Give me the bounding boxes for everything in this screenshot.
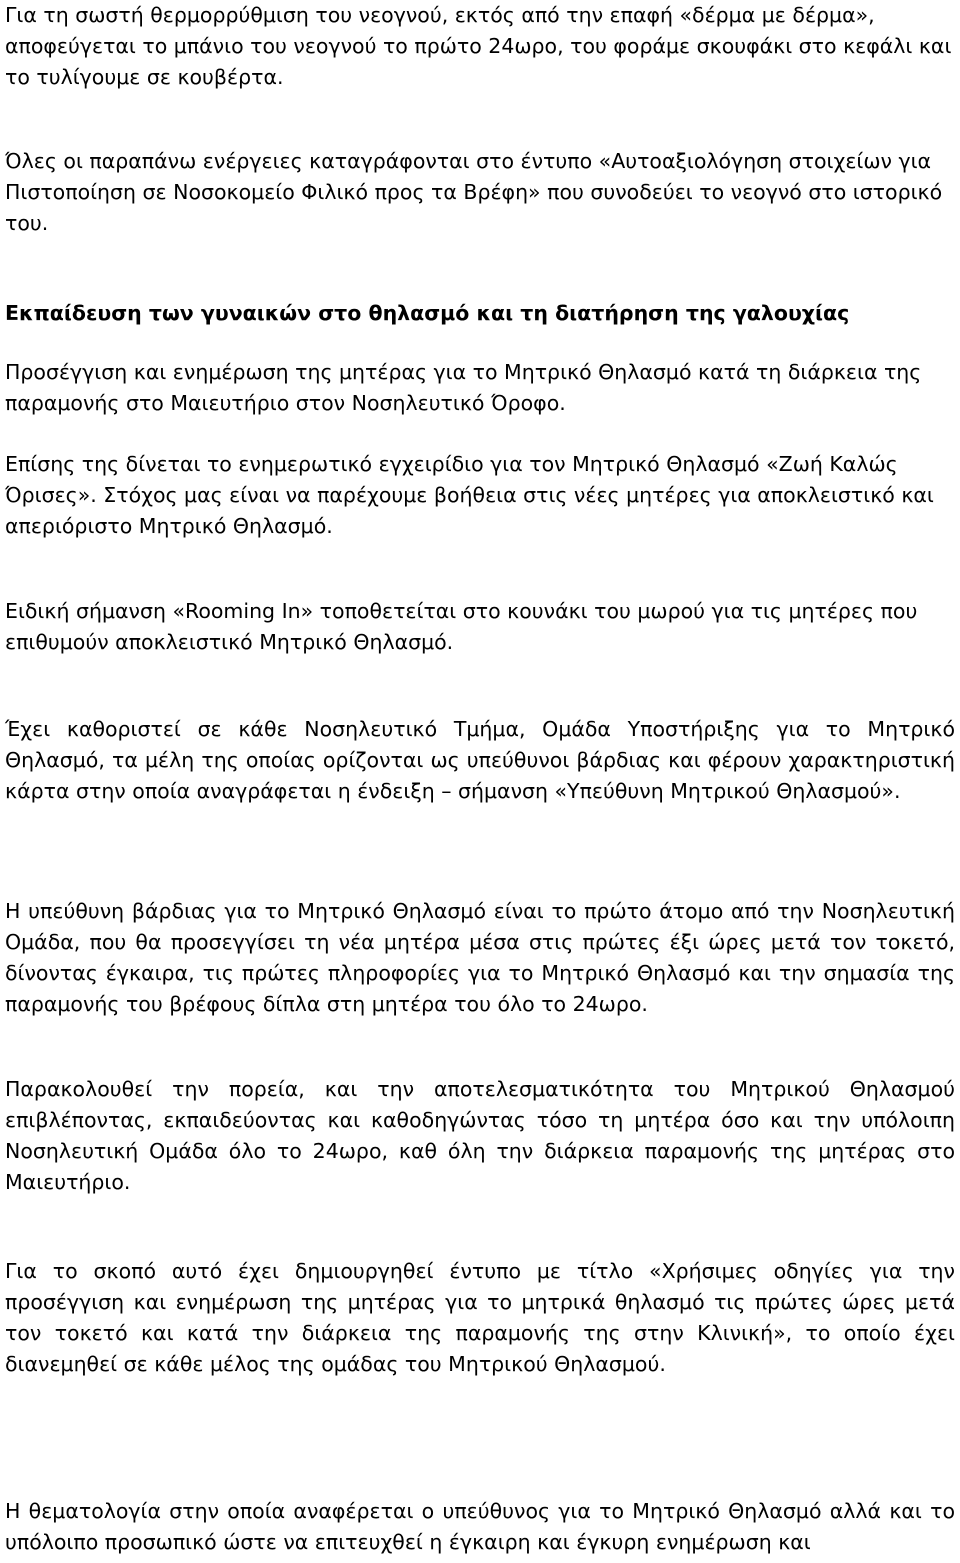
paragraph-monitoring: Παρακολουθεί την πορεία, και την αποτελεσματικότητα του Μητρικού Θηλασμού επιβλέποντας, εκπαιδεύοντας και καθοδηγώντας τόσο τη μητέρα όσο και την υπόλοιπη Νοσηλευτική Ομάδα όλο το 24ωρο, καθ όλη την διάρκεια παραμονής της μητέρας στο Μαιευτήριο.	[5, 1077, 955, 1194]
paragraph-shift-supervisor: Η υπεύθυνη βάρδιας για το Μητρικό Θηλασμό είναι το πρώτο άτομο από την Νοσηλευτική Ομάδα, που θα προσεγγίσει τη νέα μητέρα μέσα στις πρώτες έξι ώρες μετά τον τοκετό, δίνοντας έγκαιρα, τις πρώτες πληροφορίες για το Μητρικό Θηλασμό και την σημασία της παραμονής του βρέφους δίπλα στη μητέρα του όλο το 24ωρο.	[5, 899, 955, 1016]
paragraph-approach-mother: Προσέγγιση και ενημέρωση της μητέρας για το Μητρικό Θηλασμό κατά τη διάρκεια της παραμονής στο Μαιευτήριο στον Νοσηλευτικό Όροφο.	[5, 360, 922, 415]
paragraph-topics: Η θεματολογία στην οποία αναφέρεται ο υπεύθυνος για το Μητρικό Θηλασμό αλλά και το υπόλοιπο προσωπικό ώστε να επιτευχθεί η έγκαιρη και έγκυρη ενημέρωση και	[5, 1499, 955, 1554]
paragraph-thermoregulation: Για τη σωστή θερμορρύθμιση του νεογνού, εκτός από την επαφή «δέρμα με δέρμα», αποφεύγεται το μπάνιο του νεογνού το πρώτο 24ωρο, του φοράμε σκουφάκι στο κεφάλι και το τυλίγουμε σε κουβέρτα.	[5, 3, 952, 89]
paragraph-self-assessment-form: Όλες οι παραπάνω ενέργειες καταγράφονται στο έντυπο «Αυτοαξιολόγηση στοιχείων για Πιστοποίηση σε Νοσοκομείο Φιλικό προς τα Βρέφη» που συνοδεύει το νεογνό στο ιστορικό του.	[5, 149, 943, 235]
paragraph-support-team: Έχει καθοριστεί σε κάθε Νοσηλευτικό Τμήμα, Ομάδα Υποστήριξης για το Μητρικό Θηλασμό, τα μέλη της οποίας ορίζονται ως υπεύθυνοι βάρδιας και φέρουν χαρακτηριστική κάρτα στην οποία αναγράφεται η ένδειξη – σήμανση «Υπεύθυνη Μητρικού Θηλασμού».	[5, 717, 955, 803]
paragraph-rooming-in: Ειδική σήμανση «Rooming In» τοποθετείται στο κουνάκι του μωρού για τις μητέρες που επιθυμούν αποκλειστικό Μητρικό Θηλασμό.	[5, 599, 918, 654]
section-heading: Εκπαίδευση των γυναικών στο θηλασμό και τη διατήρηση της γαλουχίας	[5, 301, 850, 325]
paragraph-guidelines-form: Για το σκοπό αυτό έχει δημιουργηθεί έντυπο με τίτλο «Χρήσιμες οδηγίες για την προσέγγιση και ενημέρωση της μητέρας για το μητρικά θηλασμό τις πρώτες ώρες μετά τον τοκετό και κατά την διάρκεια της παραμονής της στην Κλινική», το οποίο έχει διανεμηθεί σε κάθε μέλος της ομάδας του Μητρικού Θηλασμού.	[5, 1259, 955, 1376]
paragraph-handbook: Επίσης της δίνεται το ενημερωτικό εγχειρίδιο για τον Μητρικό Θηλασμό «Ζωή Καλώς Όρισες». Στόχος μας είναι να παρέχουμε βοήθεια στις νέες μητέρες για αποκλειστικό και απεριόριστο Μητρικό Θηλασμό.	[5, 452, 934, 538]
